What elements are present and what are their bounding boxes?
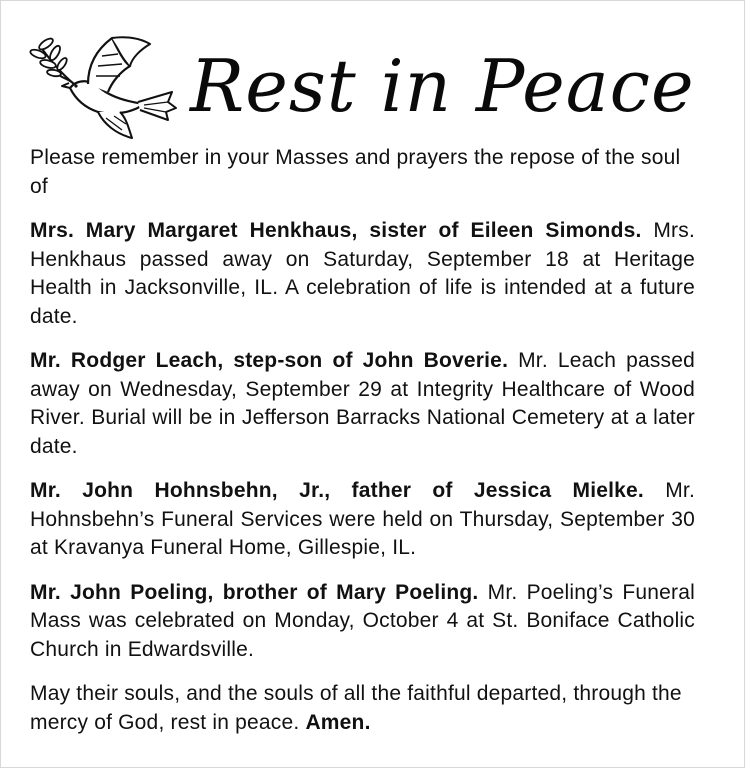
- dove-icon: [22, 26, 182, 146]
- notice-hohnsbehn: [30, 477, 695, 563]
- closing-text: May their souls, and the souls of all the faithful departed, through the mercy of God, rest in peace.: [30, 682, 682, 734]
- notice-details: Mrs. Henkhaus passed away on Saturday, September 18 at Heritage Health in Jacksonville, IL. A celebration of life is intended at a future date.: [30, 219, 695, 328]
- notice-poeling: [30, 579, 695, 665]
- notice-details: Mr. Leach passed away on Wednesday, September 29 at Integrity Healthcare of Wood River. Burial will be in Jefferson Barracks National Cemetery at a later date.: [30, 349, 695, 458]
- header: [22, 26, 722, 151]
- notice-details: Mr. Hohnsbehn’s Funeral Services were held on Thursday, September 30 at Kravanya Funeral Home, Gillespie, IL.: [30, 479, 695, 559]
- closing-paragraph: [30, 680, 695, 737]
- closing-amen: Amen.: [305, 710, 371, 734]
- notice-details: Mr. Poeling’s Funeral Mass was celebrated on Monday, October 4 at St. Boniface Catholic Church in Edwardsville.: [30, 580, 695, 661]
- notice-name: Mr. Rodger Leach, step-son of John Boverie.: [30, 349, 509, 372]
- page-title: Rest in Peace: [190, 44, 695, 128]
- notice-name: Mr. John Hohnsbehn, Jr., father of Jessica Mielke.: [30, 479, 644, 502]
- intro-paragraph: Please remember in your Masses and prayers the repose of the soul of: [30, 146, 681, 198]
- notice-leach: [30, 347, 695, 461]
- notice-body: [30, 144, 695, 753]
- notice-name: Mr. John Poeling, brother of Mary Poeling.: [30, 580, 479, 604]
- notice-name: Mrs. Mary Margaret Henkhaus, sister of Eileen Simonds.: [30, 219, 642, 242]
- notice-henkhaus: [30, 217, 695, 331]
